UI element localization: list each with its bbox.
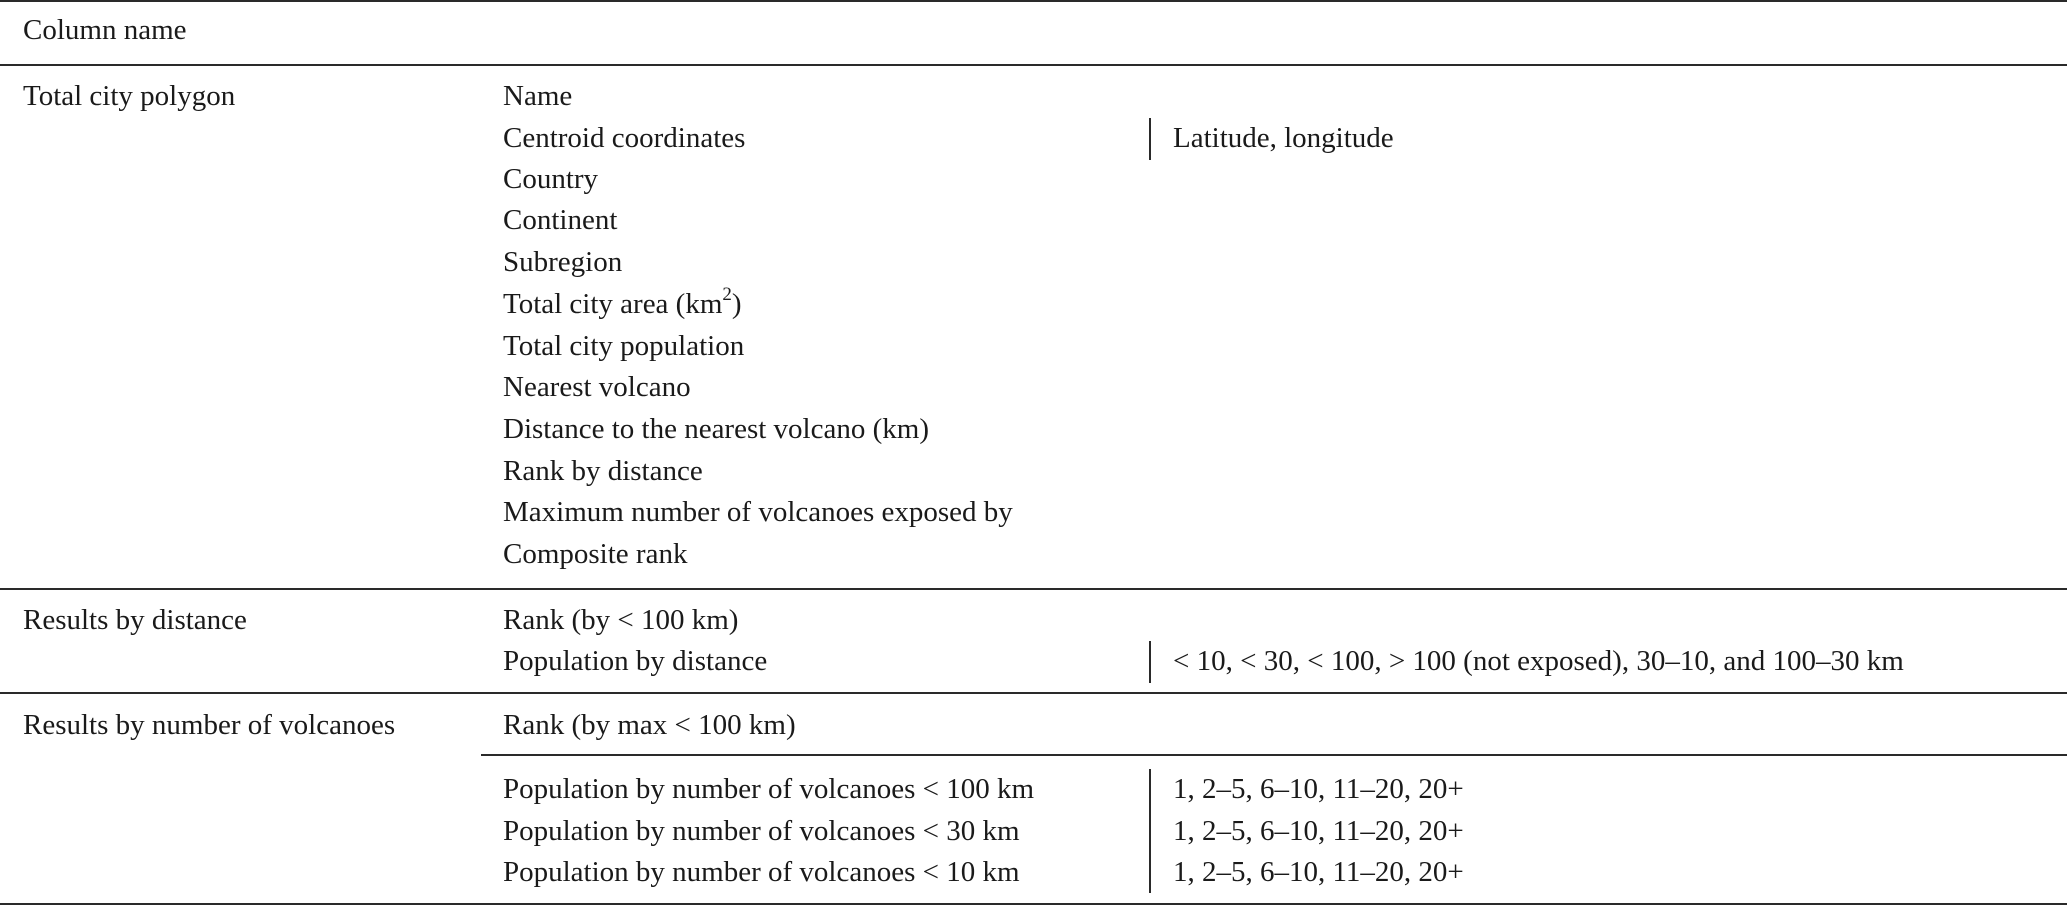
field-population-volcanoes-30km: Population by number of volcanoes < 30 km [503,815,1020,847]
volcano-count-detail: 1, 2–5, 6–10, 11–20, 20+ [1173,773,1464,805]
field-nearest-volcano: Nearest volcano [503,371,691,403]
detail-separator [1149,118,1151,160]
field-total-city-area [503,283,742,325]
field-population-volcanoes-10km: Population by number of volcanoes < 10 km [503,856,1020,888]
section-label-total-city-polygon: Total city polygon [23,80,236,112]
field-subregion: Subregion [503,246,623,278]
section-label-results-by-distance: Results by distance [23,604,247,636]
field-continent: Continent [503,204,618,236]
field-population-by-distance: Population by distance [503,645,768,677]
field-population-volcanoes-100km: Population by number of volcanoes < 100 km [503,773,1035,805]
volcano-count-detail: 1, 2–5, 6–10, 11–20, 20+ [1173,815,1464,847]
detail-separator [1149,641,1151,683]
field-composite-rank: Composite rank [503,538,688,570]
field-name: Name [503,80,573,112]
field-distance-nearest-volcano: Distance to the nearest volcano (km) [503,413,929,445]
top-rule [0,0,2067,2]
volcano-count-detail: 1, 2–5, 6–10, 11–20, 20+ [1173,856,1464,888]
field-rank-by-max-100km: Rank (by max < 100 km) [503,709,796,741]
section-label-results-by-number: Results by number of volcanoes [23,709,396,741]
field-total-city-population: Total city population [503,330,745,362]
section-rule [0,588,2067,590]
field-rank-by-100km: Rank (by < 100 km) [503,604,739,636]
field-max-volcanoes-exposed: Maximum number of volcanoes exposed by [503,496,1013,528]
area-label: Total city area (km [503,288,723,320]
field-centroid-coordinates: Centroid coordinates [503,122,746,154]
column-name-header: Column name [23,14,187,46]
field-country: Country [503,163,599,195]
field-rank-by-distance: Rank by distance [503,455,703,487]
area-superscript: 2 [722,284,732,306]
area-suffix: ) [731,288,742,320]
section-rule [0,692,2067,694]
centroid-detail: Latitude, longitude [1173,122,1394,154]
bottom-rule [0,903,2067,905]
population-distance-detail: < 10, < 30, < 100, > 100 (not exposed), 30–10, and 100–30 km [1173,645,1904,677]
header-rule [0,64,2067,66]
detail-separator [1149,769,1151,893]
subsection-rule [481,754,2067,756]
